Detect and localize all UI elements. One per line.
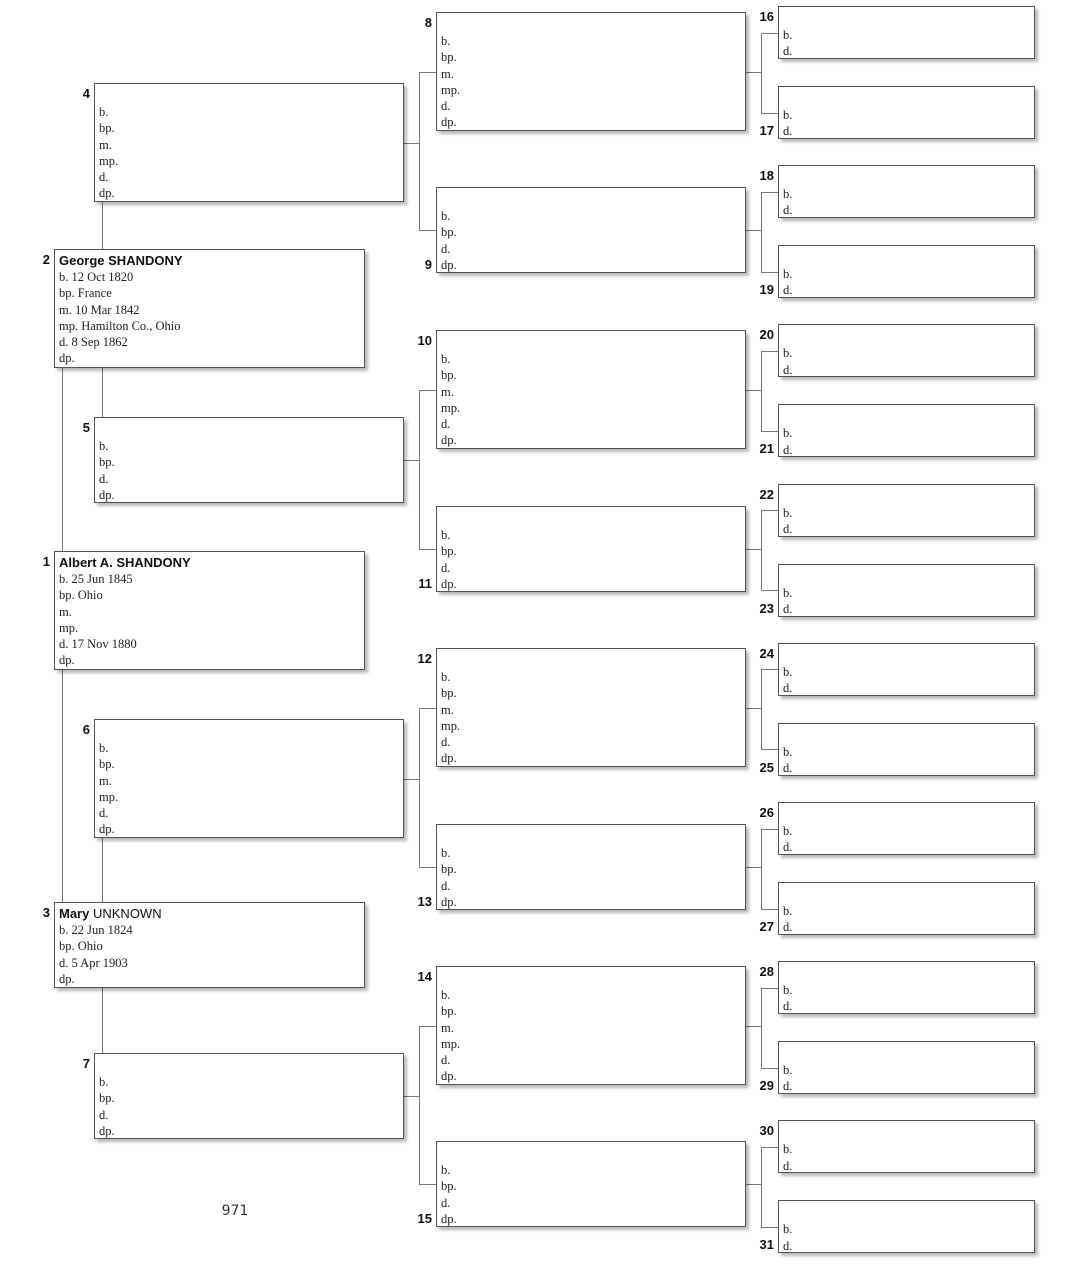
fact-line: d. [441,417,451,432]
fact-line: bp. [99,121,115,136]
fact-line: bp. [441,50,457,65]
fact-line: d. [441,241,451,256]
fact-line: m. [59,604,72,619]
person-box-19 [778,245,1035,298]
connector-11-stub [746,549,761,550]
connector-2-father [102,202,103,249]
connector-8-stub [746,72,761,73]
fact-line: b. [99,1075,109,1089]
person-box-26 [778,802,1035,855]
connector-14-to-29 [761,1068,778,1069]
fact-line: dp. [441,257,457,272]
fact-line: b. [783,824,793,838]
fact-line: m. [441,1020,454,1035]
fact-line: b. [441,34,451,48]
person-box-31 [778,1200,1035,1253]
person-box-13 [436,824,746,910]
fact-line: d. [783,681,793,696]
fact-line: mp. Hamilton Co., Ohio [59,318,181,333]
person-number: 29 [759,1078,774,1094]
connector-9-to-19 [761,272,778,273]
connector-14-bracket [761,988,762,1068]
connector-7-bracket [419,1026,420,1185]
connector-13-to-26 [761,829,778,830]
person-number: 10 [417,333,432,348]
fact-line: b. [783,1142,793,1157]
fact-line: mp. [441,1036,461,1051]
fact-line: d. [99,1107,109,1122]
person-number: 13 [417,894,432,909]
person-number: 8 [424,15,432,30]
fact-line: dp. [441,751,457,766]
connector-15-to-30 [761,1147,778,1148]
given-name: George [59,253,105,268]
fact-line: bp. [441,686,457,701]
connector-4-to-9 [419,230,436,231]
person-number: 9 [424,257,432,272]
fact-line: d. [783,761,793,776]
connector-6-stub [404,779,419,780]
person-box-11 [436,506,746,592]
fact-line: d. [783,44,793,59]
fact-line: bp. France [59,286,112,301]
fact-line: dp. [441,115,457,130]
fact-line: b. [441,670,451,684]
person-box-5 [94,417,404,503]
person-number: 20 [759,327,774,343]
connector-3-mother [102,988,103,1053]
fact-line: bp. [99,757,115,772]
connector-14-stub [746,1026,761,1027]
person-number: 15 [417,1211,432,1226]
connector-10-to-20 [761,351,778,352]
person-number: 28 [759,964,774,980]
fact-line: d. [441,735,451,750]
fact-line: bp. [441,544,457,559]
fact-line: b. [99,105,109,119]
person-box-25 [778,723,1035,776]
fact-line: bp. [99,1091,115,1106]
fact-line: d. [441,878,451,893]
connector-11-to-22 [761,510,778,511]
fact-line: b. [783,664,793,679]
fact-line: d. [783,920,793,935]
connector-15-bracket [761,1147,762,1227]
fact-line: b. [783,346,793,361]
connector-8-bracket [761,33,762,113]
fact-line: dp. [441,433,457,448]
person-number: 18 [759,168,774,184]
connector-14-to-28 [761,988,778,989]
person-box-30 [778,1120,1035,1173]
person-name [59,554,360,571]
fact-line: d. 17 Nov 1880 [59,637,137,652]
connector-9-to-18 [761,192,778,193]
fact-line: dp. [59,971,75,986]
person-number: 1 [42,554,50,569]
person-number: 23 [759,600,774,616]
connector-5-to-10 [419,390,436,391]
fact-line: d. [99,806,109,821]
connector-10-bracket [761,351,762,431]
person-box-16 [778,6,1035,59]
connector-13-bracket [761,829,762,909]
connector-10-stub [746,390,761,391]
fact-line: b. [99,439,109,453]
fact-line: b. [783,1063,793,1078]
fact-line: b. [441,528,451,542]
person-name [59,905,360,922]
connector-15-to-31 [761,1227,778,1228]
person-number: 7 [82,1056,90,1071]
person-name [59,252,360,269]
fact-line: b. [99,741,109,755]
connector-8-to-16 [761,33,778,34]
person-box-9 [436,187,746,273]
fact-line: b. [783,505,793,520]
fact-line: bp. [441,1179,457,1194]
fact-line: b. [783,904,793,918]
fact-line: b. [441,209,451,223]
fact-line: d. [99,170,109,185]
connector-12-to-25 [761,749,778,750]
fact-line: m. [441,384,454,399]
person-box-3 [54,902,365,988]
fact-line: dp. [99,1123,115,1138]
fact-line: b. [441,352,451,366]
fact-line: dp. [59,653,75,668]
person-number: 14 [417,969,432,984]
surname: SHANDONY [116,555,191,570]
fact-line: d. [783,1158,793,1173]
fact-line: d. [441,1195,451,1210]
person-box-8 [436,12,746,131]
fact-line: m. [441,66,454,81]
person-box-1 [54,551,365,670]
fact-line: b. [783,108,793,122]
fact-line: bp. [441,368,457,383]
connector-7-stub [404,1096,419,1097]
person-number: 31 [759,1237,774,1253]
fact-line: b. 22 Jun 1824 [59,923,133,937]
person-number: 22 [759,486,774,502]
connector-13-to-27 [761,909,778,910]
connector-11-to-23 [761,590,778,591]
fact-line: b. [783,426,793,441]
fact-line: dp. [99,822,115,837]
connector-2-mother [102,368,103,417]
connector-10-to-21 [761,431,778,432]
connector-6-bracket [419,708,420,868]
person-box-20 [778,324,1035,377]
connector-11-bracket [761,510,762,590]
connector-6-to-12 [419,708,436,709]
person-number: 5 [82,420,90,435]
fact-line: b. 25 Jun 1845 [59,572,133,586]
fact-line: d. [783,601,793,616]
fact-line: b. [783,28,793,42]
person-box-24 [778,643,1035,696]
connector-7-to-14 [419,1026,436,1027]
fact-line: bp. [441,1004,457,1019]
fact-line: d. [783,1238,793,1253]
fact-line: d. 8 Sep 1862 [59,335,128,350]
connector-5-bracket [419,390,420,550]
connector-3-father [102,838,103,902]
person-box-18 [778,165,1035,218]
fact-line: b. [783,585,793,600]
fact-line: bp. Ohio [59,588,103,603]
fact-line: m. [99,773,112,788]
person-number: 25 [759,759,774,775]
person-number: 21 [759,441,774,457]
fact-line: b. [441,846,451,860]
fact-line: mp. [441,82,461,97]
person-number: 12 [417,651,432,666]
person-number: 24 [759,645,774,661]
person-number: 26 [759,805,774,820]
person-box-14 [436,966,746,1085]
connector-12-stub [746,708,761,709]
fact-line: d. [99,471,109,486]
person-box-23 [778,564,1035,617]
fact-line: d. [783,442,793,457]
fact-line: d. [783,999,793,1014]
fact-line: m. [441,702,454,717]
page-number: 971 [221,1203,249,1219]
fact-line: d. [441,99,451,114]
fact-line: d. [783,1079,793,1094]
given-name: Albert A. [59,555,113,570]
person-box-6 [94,719,404,838]
person-box-27 [778,882,1035,935]
person-box-21 [778,404,1035,457]
person-number: 27 [759,919,774,934]
fact-line: dp. [441,894,457,909]
fact-line: m. [99,137,112,152]
person-number: 30 [759,1123,774,1139]
connector-13-stub [746,867,761,868]
given-name: Mary [59,906,90,921]
fact-line: d. [783,840,793,855]
surname: SHANDONY [108,253,183,268]
connector-15-stub [746,1184,761,1185]
person-number: 11 [418,576,432,591]
fact-line: b. 12 Oct 1820 [59,270,134,284]
fact-line: dp. [441,1211,457,1226]
connector-7-to-15 [419,1184,436,1185]
person-box-17 [778,86,1035,139]
surname: UNKNOWN [92,906,162,921]
fact-line: b. [783,267,793,282]
fact-line: d. [783,203,793,218]
person-box-28 [778,961,1035,1014]
person-number: 19 [759,282,774,298]
person-box-12 [436,648,746,767]
person-box-4 [94,83,404,202]
connector-4-bracket [419,72,420,231]
person-number: 6 [82,722,90,737]
fact-line: bp. [99,455,115,470]
person-box-15 [436,1141,746,1227]
connector-12-to-24 [761,669,778,670]
fact-line: mp. [441,400,461,415]
connector-5-to-11 [419,549,436,550]
connector-9-bracket [761,192,762,272]
fact-line: b. [783,983,793,998]
fact-line: mp. [99,153,119,168]
connector-6-to-13 [419,867,436,868]
fact-line: b. [783,187,793,202]
fact-line: dp. [99,487,115,502]
fact-line: mp. [99,789,119,804]
fact-line: b. [783,1222,793,1237]
fact-line: b. [441,1163,451,1177]
fact-line: mp. [441,718,461,733]
connector-8-to-17 [761,113,778,114]
person-box-29 [778,1041,1035,1094]
connector-5-stub [404,460,419,461]
fact-line: b. [441,988,451,1002]
fact-line: dp. [441,576,457,591]
fact-line: b. [783,744,793,759]
fact-line: d. [441,560,451,575]
fact-line: bp. Ohio [59,939,103,954]
connector-9-stub [746,230,761,231]
fact-line: dp. [441,1069,457,1084]
person-box-7 [94,1053,404,1139]
fact-line: bp. [441,225,457,240]
connector-12-bracket [761,669,762,749]
fact-line: d. 5 Apr 1903 [59,955,128,970]
fact-line: d. [441,1053,451,1068]
person-box-2 [54,249,365,368]
connector-4-to-8 [419,72,436,73]
person-box-10 [436,330,746,449]
person-number: 4 [82,86,90,101]
person-number: 16 [759,9,774,24]
fact-line: d. [783,362,793,377]
person-number: 17 [759,123,774,138]
person-number: 2 [42,252,50,267]
fact-line: d. [783,283,793,298]
fact-line: dp. [99,186,115,201]
person-box-22 [778,484,1035,537]
fact-line: dp. [59,351,75,366]
fact-line: d. [783,124,793,139]
fact-line: bp. [441,862,457,877]
fact-line: m. 10 Mar 1842 [59,302,140,317]
connector-4-stub [404,143,419,144]
fact-line: d. [783,521,793,536]
person-number: 3 [42,905,50,920]
fact-line: mp. [59,620,79,635]
